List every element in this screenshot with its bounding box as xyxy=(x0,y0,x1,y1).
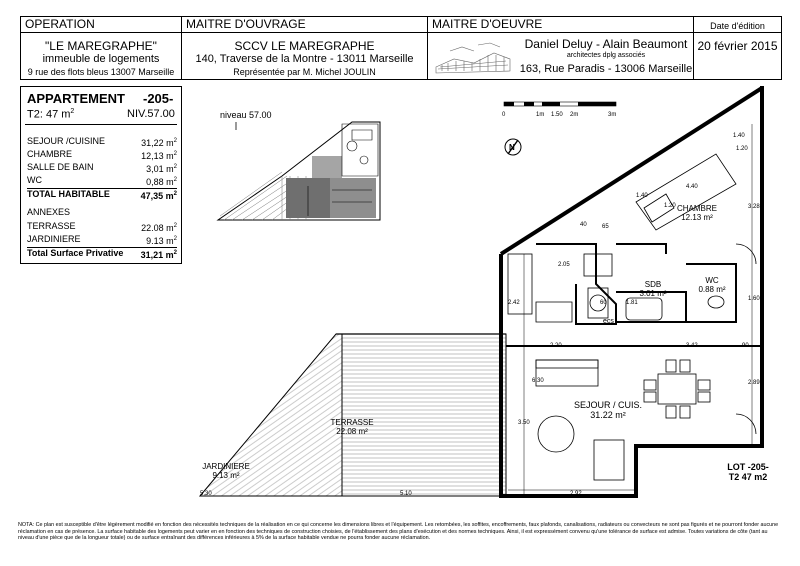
room-label-chambre: CHAMBRE 12.13 m² xyxy=(676,204,717,222)
dimension-label: 1.60 xyxy=(748,296,760,302)
dimension-label: 4.40 xyxy=(686,184,698,190)
scale-tick: 2m xyxy=(570,112,579,118)
dimension-label: 1.81 xyxy=(626,300,638,306)
dimension-label: 3.42 xyxy=(686,343,698,349)
dimension-label: 3.28 xyxy=(748,204,760,210)
room-label-wc: WC 0.88 m² xyxy=(698,276,726,294)
maitre-oeuvre-box xyxy=(428,16,694,80)
maitre-oeuvre-label: MAITRE D'OEUVRE xyxy=(432,17,543,31)
header-divider xyxy=(20,32,182,33)
scale-tick: 0 xyxy=(502,112,506,118)
maitre-ouvrage-label: MAITRE D'OUVRAGE xyxy=(186,17,306,31)
dimension-label: 1.20 xyxy=(736,146,748,152)
maitre-oeuvre-names: Daniel Deluy - Alain Beaumont xyxy=(524,37,688,51)
floor-plan xyxy=(196,84,780,518)
room-list xyxy=(27,136,177,202)
room-row: CHAMBRE 12,13 $m^2$ xyxy=(27,149,177,161)
operation-address: 9 rue des flots bleus 13007 Marseille xyxy=(27,67,175,77)
annex-row: JARDINIERE 9.13 $m^2$ xyxy=(27,234,177,246)
dimension-label: 6.30 xyxy=(532,378,544,384)
dimension-label: 2.20 xyxy=(550,343,562,349)
apartment-number: -205- xyxy=(143,91,174,106)
dimension-label: 3.50 xyxy=(518,420,530,426)
scale-tick: 1.50 xyxy=(551,112,563,118)
maitre-oeuvre-role: architectes dplg associés xyxy=(566,52,646,59)
maitre-oeuvre-address: 163, Rue Paradis - 13006 Marseille xyxy=(519,63,693,75)
maitre-ouvrage-box xyxy=(182,16,428,80)
room-label-terrasse: TERRASSE 22.08 m² xyxy=(330,418,374,436)
apartment-title: APPARTEMENT xyxy=(27,91,125,106)
room-row: WC 0,88 $m^2$ xyxy=(27,175,177,187)
dimension-label: 2.42 xyxy=(508,300,520,306)
edition-box xyxy=(694,16,782,80)
header-divider xyxy=(694,32,782,33)
north-label: N xyxy=(509,143,515,152)
room-label-sdb: SDB 3.01 m² xyxy=(639,280,667,298)
dimension-label: 1.40 xyxy=(733,133,745,139)
dimension-label: 5.10 xyxy=(400,491,412,497)
dimension-label: 65 xyxy=(602,224,609,230)
dimension-label: 60 xyxy=(600,300,607,306)
dimension-label: 40 xyxy=(580,222,587,228)
building-sketch-image xyxy=(434,37,512,77)
annexes-list xyxy=(27,207,177,261)
maitre-ouvrage-name: SCCV LE MAREGRAPHE xyxy=(234,39,375,53)
apartment-type: T2: 47 $m^2$ xyxy=(27,108,75,121)
scale-tick: 3m xyxy=(608,112,617,118)
operation-subtitle: immeuble de logements xyxy=(42,53,160,65)
room-row: SEJOUR /CUISINE 31,22 $m^2$ xyxy=(27,136,177,148)
edition-date: 20 février 2015 xyxy=(697,39,778,53)
annexes-title: ANNEXES xyxy=(27,207,71,217)
maitre-ouvrage-represented: Représentée par M. Michel JOULIN xyxy=(233,67,376,77)
keyplan-level-label: niveau 57.00 xyxy=(220,110,272,120)
dimension-label: 90 xyxy=(742,343,749,349)
apartment-info-box xyxy=(20,86,182,264)
operation-name: "LE MAREGRAPHE" xyxy=(45,39,157,53)
dimension-label: 2.05 xyxy=(558,262,570,268)
scale-tick: 1m xyxy=(536,112,545,118)
room-label-sejour: SEJOUR / CUIS. 31.22 m² xyxy=(573,400,642,420)
maitre-ouvrage-address: 140, Traverse de la Montre - 13011 Marseille xyxy=(195,53,414,65)
total-habitable-row: TOTAL HABITABLE 47,35 $m^2$ xyxy=(27,189,177,201)
total-privative-row: Total Surface Privative 31,21 $m^2$ xyxy=(27,248,177,260)
apartment-level: NIV.57.00 xyxy=(127,108,175,120)
divider xyxy=(25,124,177,125)
operation-label: OPERATION xyxy=(25,17,95,31)
dimension-label: 1.40 xyxy=(636,193,648,199)
disclaimer-note: NOTA: Ce plan est susceptible d'être légèrement modifié en fonction des nécessités techniques de la réalisation en ce qui concerne les dimensions libres et l'équipement. Les retombées, les soffites, encoffrements, faux plafonds, canalisations, radiateurs ou convecteurs ne sont pas figurés et ne pourront fonder aucune réclamation en cas de présence. La surface habitable des logements peut varier en en fonction des techniques de construction choisies, de l'établissement des plans d'exécution et des normes techniques. Ainsi, il est expressément convenu qu'une tolérance de surface est admise. Toutes variations de côte (tant au niveau d'une pièce que de la longueur totale) ou de surface entraînant des différences inférieures à 5% de la surface habitable vendue ne pourra fonder aucune réclamation. xyxy=(18,522,779,542)
lot-label: LOT -205- T2 47 m2 xyxy=(727,462,769,482)
edition-label: Date d'édition xyxy=(710,21,765,31)
header-divider xyxy=(182,32,428,33)
dimension-label: 2.89 xyxy=(748,380,760,386)
header-divider xyxy=(428,32,694,33)
dimension-label: 5.30 xyxy=(200,491,212,497)
operation-box xyxy=(20,16,182,80)
dimension-label: 1.20 xyxy=(664,203,676,209)
room-row: SALLE DE BAIN 3,01 $m^2$ xyxy=(27,162,177,174)
room-label-jardiniere: JARDINIERE 9.13 m² xyxy=(202,462,250,480)
annex-row: TERRASSE 22.08 $m^2$ xyxy=(27,221,177,233)
dimension-label: 2.92 xyxy=(570,491,582,497)
fixture-label-ecs: ecs xyxy=(603,318,614,325)
